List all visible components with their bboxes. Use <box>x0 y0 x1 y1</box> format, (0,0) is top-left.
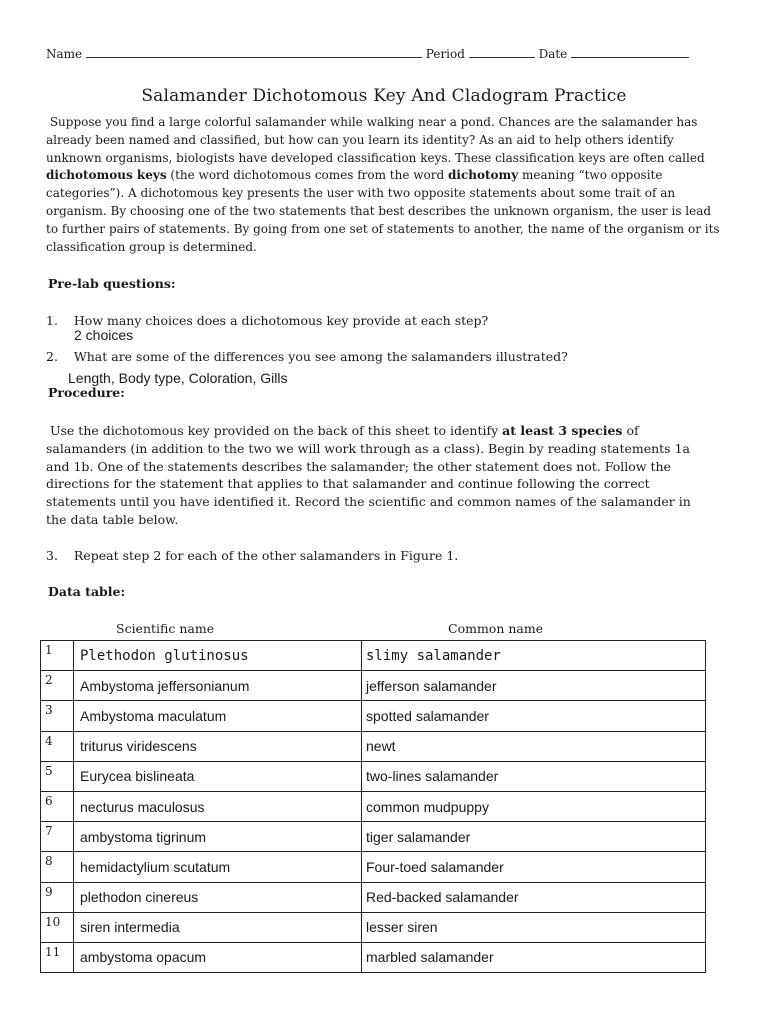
intro-bold-term-2: dichotomy <box>448 168 519 183</box>
table-row <box>41 942 706 972</box>
common-name-cell[interactable]: lesser siren <box>362 912 706 942</box>
table-row <box>41 671 706 701</box>
procedure-step-3 <box>46 548 458 563</box>
table-row <box>41 882 706 912</box>
table-row <box>41 731 706 761</box>
procedure-text-1: Use the dichotomous key provided on the back of this sheet to identify <box>49 423 503 438</box>
common-name-cell[interactable]: two-lines salamander <box>362 761 706 791</box>
row-number: 8 <box>41 852 74 882</box>
row-number: 1 <box>41 641 74 671</box>
table-row <box>41 641 706 671</box>
common-name-cell[interactable]: jefferson salamander <box>362 671 706 701</box>
table-row <box>41 761 706 791</box>
procedure-paragraph <box>46 422 714 529</box>
intro-text-3: meaning “two opposite categories”). A dichotomous key presents the user with two opposite statements about some trait of an organism. By choosing one of the two statements that best describes the unknown organism, the user is lead to further pairs of statements. By going from one set of statements to another, the name of the organism or its classification group is determined. <box>46 168 720 254</box>
column-header-scientific: Scientific name <box>116 621 215 636</box>
procedure-text-2: of salamanders (in addition to the two we will work through as a class). Begin by reading statements 1a and 1b. One of the statements describes the salamander; the other statement does not. Follow the directions for the statement that applies to that salamander and continue following the correct statements until you have identified it. Record the scientific and common names of the salamander in the data table below. <box>46 423 691 527</box>
intro-text-2: (the word dichotomous comes from the word <box>166 168 449 183</box>
step3-text: Repeat step 2 for each of the other salamanders in Figure 1. <box>73 548 459 563</box>
date-label: Date <box>538 47 568 61</box>
scientific-name-cell[interactable]: necturus maculosus <box>74 791 362 821</box>
row-number: 10 <box>41 912 74 942</box>
common-name-cell[interactable]: spotted salamander <box>362 701 706 731</box>
page-title: Salamander Dichotomous Key And Cladogram Practice <box>141 86 627 106</box>
scientific-name-cell[interactable]: Ambystoma jeffersonianum <box>74 671 362 701</box>
table-row <box>41 701 706 731</box>
data-table-heading: Data table: <box>48 584 126 599</box>
row-number: 5 <box>41 761 74 791</box>
prelab-question-2 <box>46 349 568 364</box>
intro-text-1: Suppose you find a large colorful salamander while walking near a pond. Chances are the salamander has already been named and classified, but how can you learn its identity? As an aid to help others identify unknown organisms, biologists have developed classification keys. These classification keys are often called <box>46 115 705 165</box>
scientific-name-cell[interactable]: hemidactylium scutatum <box>74 852 362 882</box>
q2-text: What are some of the differences you see among the salamanders illustrated? <box>73 349 568 364</box>
procedure-heading: Procedure: <box>48 385 125 400</box>
table-row <box>41 912 706 942</box>
row-number: 4 <box>41 731 74 761</box>
row-number: 3 <box>41 701 74 731</box>
row-number: 11 <box>41 942 74 972</box>
q1-number: 1. <box>46 313 58 328</box>
date-field[interactable] <box>571 47 689 58</box>
row-number: 7 <box>41 822 74 852</box>
scientific-name-cell[interactable]: Ambystoma maculatum <box>74 701 362 731</box>
step3-number: 3. <box>46 548 58 563</box>
q2-answer[interactable]: Length, Body type, Coloration, Gills <box>68 370 288 386</box>
common-name-cell[interactable]: newt <box>362 731 706 761</box>
name-field[interactable] <box>86 47 422 58</box>
common-name-cell[interactable]: Red-backed salamander <box>362 882 706 912</box>
prelab-heading: Pre-lab questions: <box>48 276 176 291</box>
data-table <box>40 640 706 973</box>
name-label: Name <box>46 47 83 61</box>
row-number: 9 <box>41 882 74 912</box>
q1-answer[interactable]: 2 choices <box>74 327 134 343</box>
scientific-name-cell[interactable]: ambystoma tigrinum <box>74 822 362 852</box>
table-row <box>41 791 706 821</box>
common-name-cell[interactable]: slimy salamander <box>362 641 706 671</box>
row-number: 6 <box>41 791 74 821</box>
common-name-cell[interactable]: Four-toed salamander <box>362 852 706 882</box>
q1-text: How many choices does a dichotomous key provide at each step? <box>73 313 489 328</box>
intro-bold-term-1: dichotomous keys <box>46 168 167 183</box>
column-header-common: Common name <box>448 621 544 636</box>
student-info-line <box>46 47 726 61</box>
row-number: 2 <box>41 671 74 701</box>
common-name-cell[interactable]: common mudpuppy <box>362 791 706 821</box>
scientific-name-cell[interactable]: triturus viridescens <box>74 731 362 761</box>
period-label: Period <box>425 47 465 61</box>
scientific-name-cell[interactable]: plethodon cinereus <box>74 882 362 912</box>
scientific-name-cell[interactable]: siren intermedia <box>74 912 362 942</box>
procedure-bold-text: at least 3 species <box>502 423 623 438</box>
common-name-cell[interactable]: marbled salamander <box>362 942 706 972</box>
scientific-name-cell[interactable]: ambystoma opacum <box>74 942 362 972</box>
table-row <box>41 852 706 882</box>
q2-number: 2. <box>46 349 58 364</box>
period-field[interactable] <box>469 47 535 58</box>
scientific-name-cell[interactable]: Plethodon glutinosus <box>74 641 362 671</box>
scientific-name-cell[interactable]: Eurycea bislineata <box>74 761 362 791</box>
table-row <box>41 822 706 852</box>
common-name-cell[interactable]: tiger salamander <box>362 822 706 852</box>
intro-paragraph <box>46 114 722 256</box>
prelab-question-1 <box>46 313 488 328</box>
